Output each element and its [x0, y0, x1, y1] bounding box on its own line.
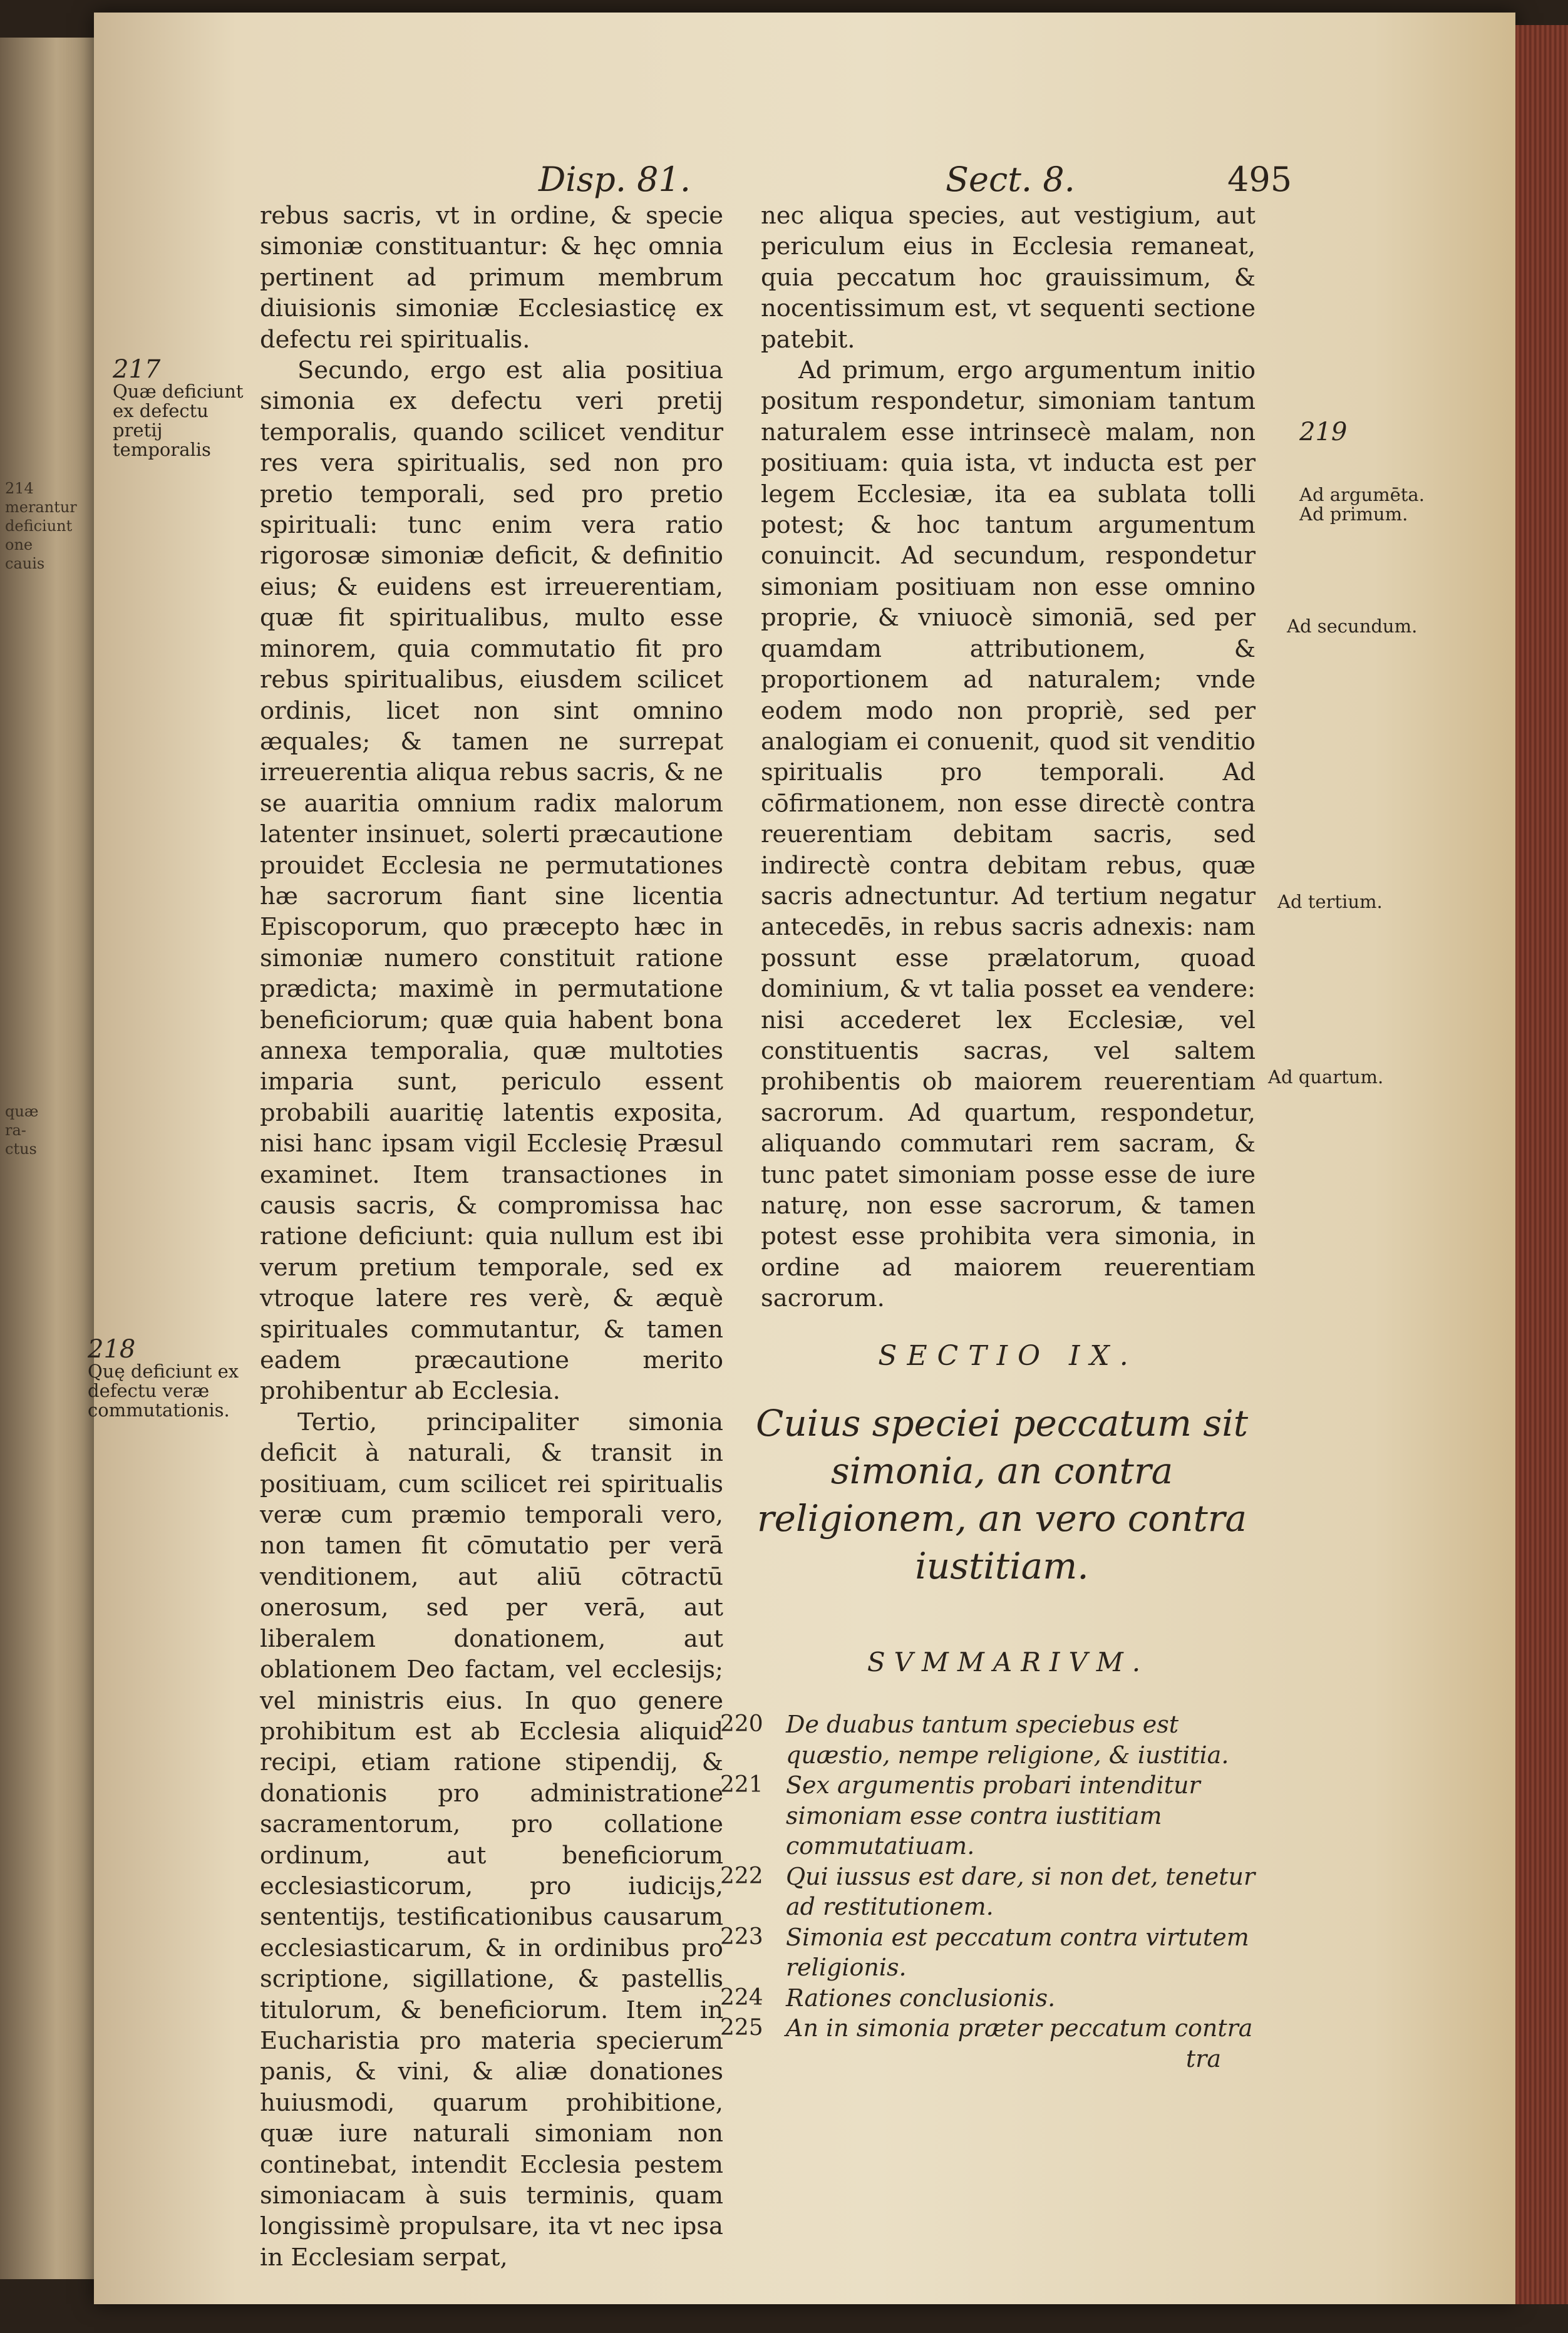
section-title: SECTIO IX. [878, 1340, 1138, 1372]
margin-text: Quę deficiunt ex defectu veræ commutationis. [88, 1361, 239, 1421]
summary-text: Qui iussus est dare, si non det, tenetur ad restitutionem. [786, 1862, 1256, 1920]
summary-number: 224 [720, 1984, 763, 2011]
summary-item [720, 1709, 1259, 1770]
paragraph: Tertio, principaliter simonia deficit à naturali, & transit in positiuam, cum scilicet rei spiritualis veræ cum præmio temporali vero, non tamen fit cōmutatio per verā venditionem, aut aliū cōtractū onerosum, sed per verā, aut liberalem donationem, aut oblationem Deo factam, vel ecclesijs; vel ministris eius. In quo genere prohibitum est ab Ecclesia aliquid recipi, etiam ratione stipendij, & donationis pro administratione sacramentorum, pro collatione ordinum, aut beneficiorum ecclesiasticorum, pro iudicijs, sententijs, testificationibus causarum ecclesiasticarum, & in ordinibus pro scriptione, sigillatione, & pastellis titulorum, & beneficiorum. Item in Eucharistia pro materia specierum panis, & vini, & aliæ donationes huiusmodi, quarum prohibitione, quæ iure naturali simoniam non continebat, intendit Ecclesia pestem simoniacam à suis terminis, quam longissimè propulsare, ita vt nec ipsa in Ecclesiam serpat, [260, 1408, 723, 2272]
paragraph: Secundo, ergo est alia positiua simonia ex defectu veri pretij temporalis, quando scilicet venditur res vera spiritualis, sed non pro pretio temporali, sed pro pretio spirituali: tunc enim vera ratio rigorosæ simoniæ deficit, & definitio eius; & euidens est irreuerentiam, quæ fit spiritualibus, multo esse minorem, quia commutatio fit pro rebus spiritualibus, eiusdem scilicet ordinis, licet non sint omnino æquales; & tamen ne surrepat irreuerentia aliqua rebus sacris, & ne se auaritia omnium radix malorum latenter insinuet, solerti præcautione prouidet Ecclesia ne permutationes hæ sacrorum fiant sine licentia Episcoporum, quo præcepto hæc in simoniæ numero constituit ratione prædicta; maximè in permutatione beneficiorum; quæ quia habent bona annexa temporalia, quæ multoties imparia sunt, periculo essent probabili auaritię latentis exposita, nisi hanc ipsam vigil Ecclesię Præsul examinet. Item transactiones in causis sacris, & compromissa hac ratione deficiunt: quia nullum est ibi verum pretium temporale, sed ex vtroque latere res verè, & æquè spirituales commutantur, & tamen eadem præcautione merito prohibentur ab Ecclesia. [260, 356, 723, 1406]
summary-text: Rationes conclusionis. [786, 1984, 1056, 2012]
summary-number: 221 [720, 1772, 763, 1798]
paragraph: rebus sacris, vt in ordine, & specie simoniæ constituantur: & hęc omnia pertinent ad primum membrum diuisionis simoniæ Ecclesiasticę ex defectu rei spiritualis. [260, 202, 723, 354]
catchword: tra [1185, 2044, 1221, 2073]
paragraph: nec aliqua species, aut vestigium, aut periculum eius in Ecclesia remaneat, quia peccatum hoc grauissimum, & nocentissimum est, vt sequenti sectione patebit. [761, 202, 1256, 354]
margin-note-tertium: Ad tertium. [1277, 891, 1383, 912]
margin-number: 217 [113, 355, 161, 384]
running-header [539, 160, 1328, 203]
summary-item [720, 2013, 1259, 2044]
left-column [260, 200, 723, 2273]
paragraph: Ad primum, ergo argumentum initio positum respondetur, simoniam tantum naturalem esse intrinsecè malam, non positiuam: quia ista, vt inducta est per legem Ecclesiæ, ita ea sublata tolli potest; & hoc tantum argumentum conuincit. Ad secundum, respondetur simoniam positiuam non esse omnino proprie, & vniuocè simoniā, sed per quamdam attributionem, & proportionem ad naturalem; vnde eodem modo non propriè, sed per analogiam ei conuenit, quod sit venditio spiritualis pro temporali. Ad cōfirmationem, non esse directè contra reuerentiam debitam sacris, sed indirectè contra debitam rebus, quæ sacris adnectuntur. Ad tertium negatur antecedēs, in rebus sacris adnexis: nam possunt esse prælatorum, quoad dominium, & vt talia posset ea vendere: nisi accederet lex Ecclesiæ, vel constituentis sacras, vel saltem prohibentis ob maiorem reuerentiam sacrorum. Ad quartum, respondetur, aliquando commutari rem sacram, & tunc patet simoniam posse esse de iure naturę, non esse sacrorum, & tamen potest esse prohibita vera simonia, in ordine ad maiorem reuerentiam sacrorum. [761, 356, 1256, 1313]
margin-note-secundum: Ad secundum. [1287, 615, 1418, 637]
page-number: 495 [1227, 160, 1292, 199]
summary-number: 220 [720, 1711, 763, 1737]
summary-item [720, 1922, 1259, 1983]
summary-number: 223 [720, 1924, 763, 1950]
margin-text: Ad argumēta. [1299, 484, 1425, 505]
summary-text: Sex argumentis probari intenditur simoniam esse contra iustitiam commutatiuam. [786, 1771, 1200, 1860]
edge-margin-fragment: quæ ra-ctus [5, 1103, 39, 1158]
summary-text: An in simonia præter peccatum contra [786, 2014, 1253, 2042]
summary-item [720, 1983, 1259, 2014]
summary-title: SVMMARIVM. [867, 1647, 1150, 1677]
margin-note-219 [1299, 418, 1443, 446]
margin-note-219-text [1299, 485, 1443, 524]
summary-number: 225 [720, 2015, 763, 2041]
section-heading: Cuius speciei peccatum sit simonia, an contra religionem, an vero contra iustitiam. [755, 1402, 1249, 1587]
book-fore-edge [1515, 25, 1568, 2304]
header-section: Sect. 8. [946, 160, 1075, 199]
summary-list [720, 1709, 1259, 2074]
header-disputation: Disp. 81. [539, 160, 691, 199]
summary-item [720, 1770, 1259, 1862]
summary-text: Simonia est peccatum contra virtutem religionis. [786, 1923, 1249, 1981]
margin-note-quartum: Ad quartum. [1268, 1066, 1384, 1088]
margin-note-217 [113, 355, 263, 460]
summary-item [720, 1862, 1259, 1922]
margin-note-218 [88, 1335, 244, 1421]
edge-margin-fragment: 214 merantur deficiunt one cauis [5, 480, 77, 572]
margin-text: Ad primum. [1299, 503, 1408, 525]
summary-text: De duabus tantum speciebus est quæstio, nempe religione, & iustitia. [786, 1711, 1229, 1769]
right-column [761, 200, 1256, 1314]
margin-number: 218 [88, 1335, 136, 1364]
margin-text: Quæ deficiunt ex defectu pretij temporalis [113, 381, 244, 460]
margin-number: 219 [1299, 418, 1348, 446]
summary-number: 222 [720, 1863, 763, 1889]
previous-page-edge [0, 38, 94, 2279]
